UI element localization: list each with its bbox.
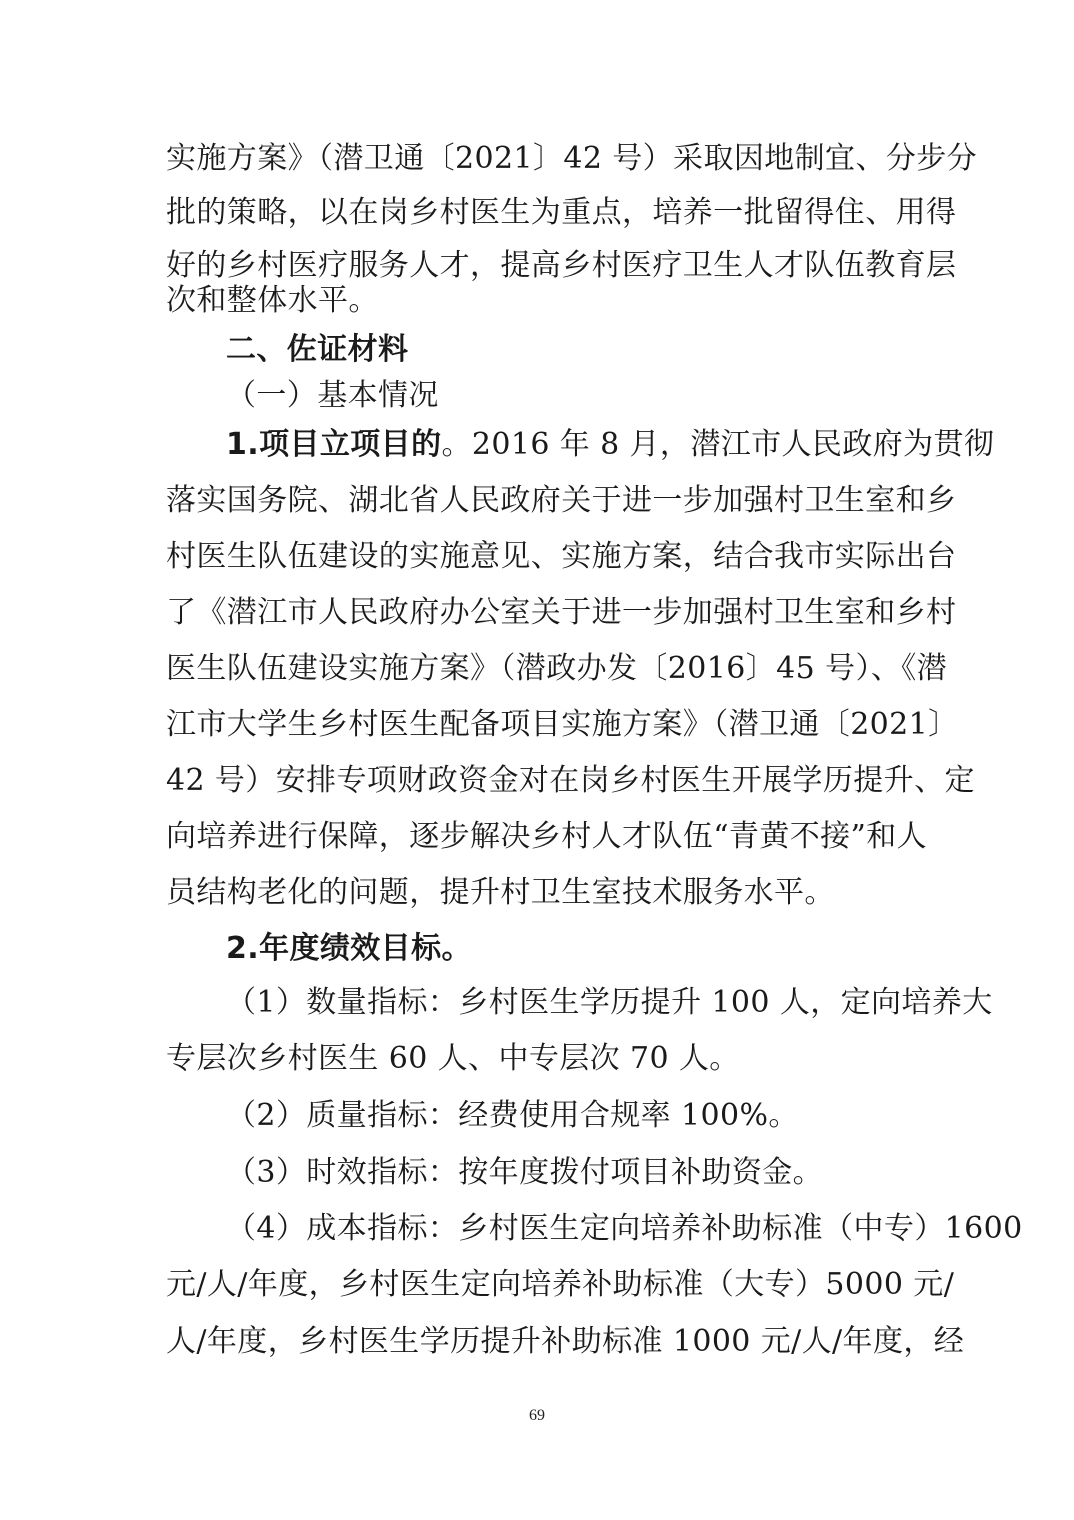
- item-1-first-line: [226, 425, 995, 465]
- paragraph-line: 向培养进行保障，逐步解决乡村人才队伍“青黄不接”和人: [166, 819, 928, 854]
- quantity-indicator-line: （1）数量指标：乡村医生学历提升 100 人，定向培养大: [226, 985, 993, 1020]
- paragraph-line: 医生队伍建设实施方案》（潜政办发〔2016〕45 号）、《潜: [166, 651, 948, 686]
- paragraph-line: 落实国务院、湖北省人民政府关于进一步加强村卫生室和乡: [166, 483, 957, 518]
- paragraph-line: 村医生队伍建设的实施意见、实施方案，结合我市实际出台: [166, 539, 957, 574]
- paragraph-line: 了《潜江市人民政府办公室关于进一步加强村卫生室和乡村: [166, 595, 957, 630]
- item-1-text: 。2016 年 8 月，潜江市人民政府为贯彻: [441, 427, 995, 462]
- timeliness-indicator-line: （3）时效指标：按年度拨付项目补助资金。: [226, 1155, 824, 1190]
- cost-indicator-line: 人/年度，乡村医生学历提升补助标准 1000 元/人/年度，经: [166, 1324, 965, 1359]
- paragraph-line: 批的策略，以在岗乡村医生为重点，培养一批留得住、用得: [166, 195, 957, 230]
- paragraph-line: 好的乡村医疗服务人才，提高乡村医疗卫生人才队伍教育层: [166, 248, 957, 283]
- paragraph-line: 42 号）安排专项财政资金对在岗乡村医生开展学历提升、定: [166, 763, 975, 798]
- quantity-indicator-line: 专层次乡村医生 60 人、中专层次 70 人。: [166, 1041, 740, 1076]
- paragraph-line: 员结构老化的问题，提升村卫生室技术服务水平。: [166, 875, 835, 910]
- item-1-label: 1.项目立项目的: [226, 427, 442, 462]
- cost-indicator-line: （4）成本指标：乡村医生定向培养补助标准（中专）1600: [226, 1211, 1023, 1246]
- section-heading: 二、佐证材料: [226, 332, 409, 367]
- paragraph-line: 次和整体水平。: [166, 283, 379, 318]
- quality-indicator-line: （2）质量指标：经费使用合规率 100%。: [226, 1098, 799, 1133]
- cost-indicator-line: 元/人/年度，乡村医生定向培养补助标准（大专）5000 元/: [166, 1267, 955, 1302]
- paragraph-line: 江市大学生乡村医生配备项目实施方案》（潜卫通〔2021〕: [166, 707, 959, 742]
- page-number: 69: [529, 1407, 545, 1424]
- paragraph-line: 实施方案》（潜卫通〔2021〕42 号）采取因地制宜、分步分: [166, 141, 978, 176]
- item-2-heading: 2.年度绩效目标。: [226, 931, 472, 966]
- subsection-heading: （一）基本情况: [226, 378, 439, 413]
